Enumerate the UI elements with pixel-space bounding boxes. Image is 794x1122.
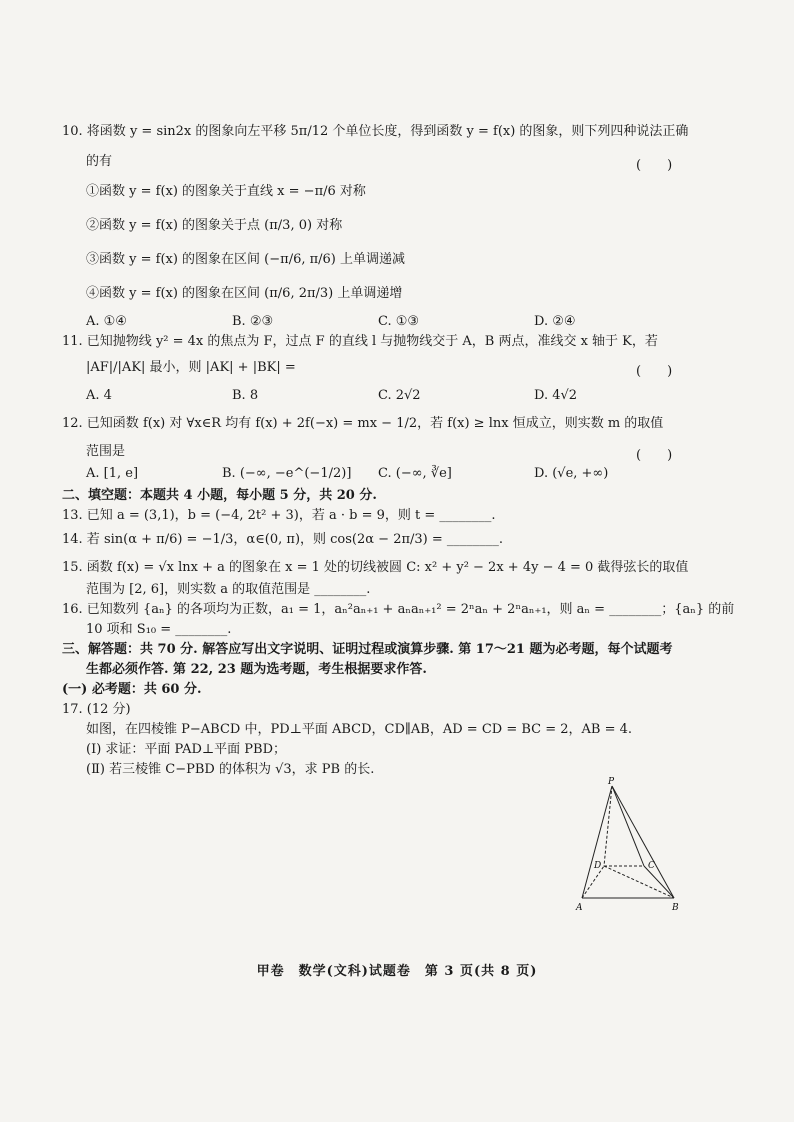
q10-option-b: B. ②③ [232, 314, 274, 329]
q17-head: 17. (12 分) [62, 702, 131, 717]
label-D: D [594, 861, 602, 871]
section-answer-heading-line1: 三、解答题：共 70 分. 解答应写出文字说明、证明过程或演算步骤. 第 17～21 题为必考题，每个试题考 [62, 642, 673, 657]
edge-DB [604, 866, 674, 898]
q10-stem-line1: 10. 将函数 y = sin2x 的图象向左平移 5π/12 个单位长度，得到函数 y = f(x) 的图象，则下列四种说法正确 [62, 124, 689, 139]
q15-stem-line1: 15. 函数 f(x) = √x lnx + a 的图象在 x = 1 处的切线被圆 C: x² + y² − 2x + 4y − 4 = 0 截得弦长的取值 [62, 560, 689, 575]
edge-PC [612, 786, 644, 866]
q11-option-a: A. 4 [86, 388, 112, 403]
q11-option-c: C. 2√2 [378, 388, 421, 403]
q12-option-d: D. (√e, +∞) [534, 466, 609, 481]
q12-option-b: B. (−∞, −e^(−1/2)] [222, 466, 352, 481]
label-B: B [672, 903, 679, 913]
q10-answer-paren: ( ) [636, 158, 673, 173]
q10-option-c: C. ①③ [378, 314, 420, 329]
q10-stem-line2: 的有 [86, 154, 113, 169]
q12-option-a: A. [1, e] [86, 466, 139, 481]
q11-option-d: D. 4√2 [534, 388, 578, 403]
q12-option-c: C. (−∞, ∛e] [378, 466, 452, 481]
q10-option-d: D. ②④ [534, 314, 576, 329]
section-answer-heading-line2: 生都必须作答. 第 22, 23 题为选考题，考生根据要求作答. [86, 662, 427, 677]
section-fill-in-heading: 二、填空题：本题共 4 小题，每小题 5 分，共 20 分. [62, 488, 377, 503]
q16-stem-line1: 16. 已知数列 {aₙ} 的各项均为正数，a₁ = 1，aₙ²aₙ₊₁ + aₙaₙ₊₁² = 2ⁿaₙ + 2ⁿaₙ₊₁，则 aₙ = ________；{aₙ} 的前 [62, 602, 735, 617]
q11-stem-line1: 11. 已知抛物线 y² = 4x 的焦点为 F，过点 F 的直线 l 与抛物线交于 A，B 两点，准线交 x 轴于 K，若 [62, 334, 658, 349]
label-P: P [608, 777, 615, 787]
q11-answer-paren: ( ) [636, 364, 673, 379]
edge-PB [612, 786, 674, 898]
q10-item-4: ④函数 y = f(x) 的图象在区间 (π/6, 2π/3) 上单调递增 [86, 286, 403, 301]
q14-stem: 14. 若 sin(α + π/6) = −1/3，α∈(0, π)，则 cos(2α − 2π/3) = ________. [62, 532, 504, 547]
q17-part1: (Ⅰ) 求证：平面 PAD⊥平面 PBD； [86, 742, 286, 757]
label-C: C [648, 861, 655, 871]
q12-stem-line1: 12. 已知函数 f(x) 对 ∀x∈R 均有 f(x) + 2f(−x) = mx − 1/2，若 f(x) ≥ lnx 恒成立，则实数 m 的取值 [62, 416, 664, 431]
required-subheading: (一) 必考题：共 60 分. [62, 682, 202, 697]
edge-PD [604, 786, 612, 866]
q10-option-a: A. ①④ [86, 314, 127, 329]
q10-item-2: ②函数 y = f(x) 的图象关于点 (π/3, 0) 对称 [86, 218, 343, 233]
q10-item-1: ①函数 y = f(x) 的图象关于直线 x = −π/6 对称 [86, 184, 366, 199]
edge-PA [582, 786, 612, 898]
q12-answer-paren: ( ) [636, 448, 673, 463]
q17-part2: (Ⅱ) 若三棱锥 C−PBD 的体积为 √3，求 PB 的长. [86, 762, 375, 777]
pyramid-figure [570, 776, 690, 916]
q13-stem: 13. 已知 a = (3,1)，b = (−4, 2t² + 3)，若 a · b = 9，则 t = ________. [62, 508, 496, 523]
q11-stem-line2: |AF|/|AK| 最小，则 |AK| + |BK| = [86, 360, 296, 375]
page-footer: 甲卷 数学(文科)试题卷 第 3 页(共 8 页) [256, 964, 538, 979]
label-A: A [576, 903, 583, 913]
q11-option-b: B. 8 [232, 388, 259, 403]
q15-stem-line2: 范围为 [2, 6]，则实数 a 的取值范围是 ________. [86, 582, 371, 597]
q17-stem: 如图，在四棱锥 P−ABCD 中，PD⊥平面 ABCD，CD∥AB，AD = CD = BC = 2，AB = 4. [86, 722, 633, 737]
q10-item-3: ③函数 y = f(x) 的图象在区间 (−π/6, π/6) 上单调递减 [86, 252, 406, 267]
q12-stem-line2: 范围是 [86, 444, 126, 459]
q16-stem-line2: 10 项和 S₁₀ = ________. [86, 622, 232, 637]
